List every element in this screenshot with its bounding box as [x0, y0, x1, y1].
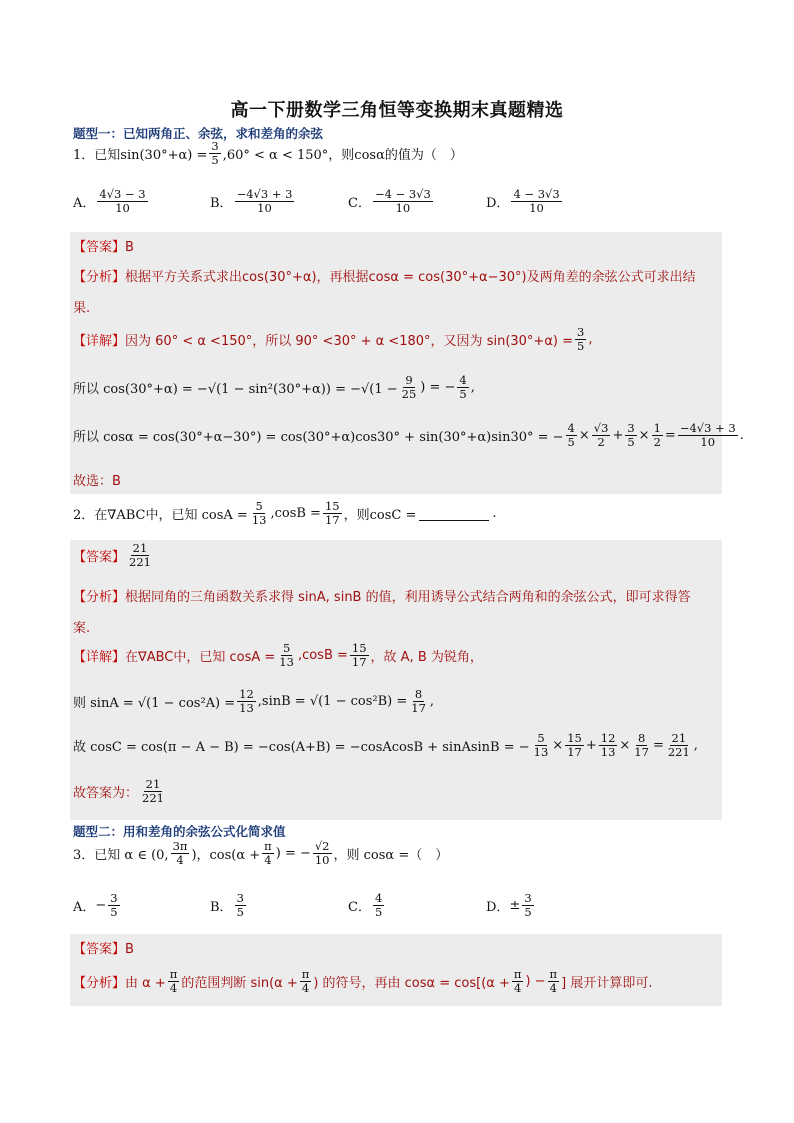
option-a: A． $\frac{4√3 - 3}{10}$	[73, 187, 146, 215]
detail-line-2: 则 sinA = √(1 − cos²A) = $\frac{12}{13}$ ,sinB = √(1 − cos²B) = $\frac{8}{17}$ ,	[73, 687, 435, 715]
option-b: B． $\frac{3}{5}$	[210, 891, 244, 919]
option-a: A． − $\frac{3}{5}$	[73, 891, 118, 919]
fraction: $\frac{3}{5}$	[577, 325, 585, 353]
option-d: D． $\frac{4 - 3√3}{10}$	[486, 187, 560, 215]
fraction: $\frac{15}{17}$	[324, 499, 340, 527]
answer-line: 【答案】B	[73, 240, 134, 255]
detail-line-1: 【详解】 因为 60° < α <150°，所以 90° <30° + α <180°，又因为 sin(30°+α) = $\frac{3}{5}$ ,	[73, 325, 593, 353]
fraction: $\frac{√3}{2}$	[593, 421, 609, 449]
stem-text: ,60° < α < 150°，则cosα的值为（ ）	[222, 148, 463, 163]
answer-line: 【答案】B	[73, 942, 134, 957]
page-title: 高一下册数学三角恒等变换期末真题精选	[230, 100, 564, 121]
answer-line: 【答案】 $\frac{21}{221}$	[73, 541, 151, 569]
fraction: $\frac{4}{5}$	[459, 373, 467, 401]
fraction: $\frac{9}{25}$	[401, 373, 417, 401]
option-c: C． $\frac{4}{5}$	[348, 891, 383, 919]
fraction: $\frac{12}{13}$	[239, 687, 254, 715]
fraction: $\frac{-4√3 + 3}{10}$	[236, 187, 293, 215]
detail-line-3: 所以 cosα = cos(30°+α−30°) = cos(30°+α)cos30° + sin(30°+α)sin30° = − $\frac{4}{5}$ × $\frac{√3}{2}$ + $\frac{3}{5}$ × $\frac{1}{2}$ = $\frac{-4√3 + 3}{10}$ .	[73, 421, 744, 449]
section-heading-2: 题型二：用和差角的余弦公式化简求值	[73, 824, 286, 839]
fraction: $\frac{4}{5}$	[374, 891, 383, 919]
fraction: $\frac{\pi}{4}$	[301, 967, 310, 995]
fraction: $\frac{5}{13}$	[533, 731, 549, 759]
stem-text: 已知sin(30°+α) =	[94, 148, 208, 163]
fraction: $\frac{12}{13}$	[600, 731, 616, 759]
conclusion-2: 故答案为： $\frac{21}{221}$	[73, 777, 164, 805]
option-d: D． ± $\frac{3}{5}$	[486, 891, 532, 919]
fraction: $\frac{3}{5}$	[211, 139, 219, 167]
fraction: $\frac{5}{13}$	[251, 499, 267, 527]
question-2-stem: 2． 在∇ABC中，已知 cosA = $\frac{5}{13}$ ,cosB = $\frac{15}{17}$ ，则cosC = .	[73, 499, 497, 527]
conclusion-1: 故选：B	[73, 474, 121, 489]
analysis-line: 【分析】 由 α + $\frac{\pi}{4}$ 的范围判断 sin(α + $\frac{\pi}{4}$ ) 的符号，再由 cosα = cos[(α + $\frac{\pi}{4}$ ) − $\frac{\pi}{4}$ ] 展开计算即可.	[73, 967, 653, 995]
fraction: $\frac{-4√3 + 3}{10}$	[679, 421, 736, 449]
fraction: $\frac{8}{17}$	[634, 731, 649, 759]
fraction: $\frac{√2}{10}$	[314, 839, 330, 867]
analysis-block: 【分析】根据同角的三角函数关系求得 sinA, sinB 的值，利用诱导公式结合两角和的余弦公式，即可求得答 案.	[73, 590, 691, 636]
detail-line-2: 所以 cos(30°+α) = −√(1 − sin²(30°+α)) = −√(1 − $\frac{9}{25}$ ) = − $\frac{4}{5}$ ,	[73, 373, 475, 401]
fraction: $\frac{3}{5}$	[627, 421, 635, 449]
option-b: B． $\frac{-4√3 + 3}{10}$	[210, 187, 293, 215]
fraction: $\frac{21}{221}$	[667, 731, 690, 759]
section-heading-1: 题型一：已知两角正、余弦，求和差角的余弦	[73, 126, 324, 141]
detail-line-3: 故 cosC = cos(π − A − B) = −cos(A+B) = −cosAcosB + sinAsinB = − $\frac{5}{13}$ × $\frac{15}{17}$ + $\frac{12}{13}$ × $\frac{8}{17}$ = $\frac{21}{221}$ ,	[73, 731, 698, 759]
fraction: $\frac{\pi}{4}$	[513, 967, 522, 995]
fraction: $\frac{4√3 - 3}{10}$	[99, 187, 146, 215]
fraction: $\frac{21}{221}$	[142, 777, 164, 805]
fraction: $\frac{-4 - 3√3}{10}$	[374, 187, 431, 215]
option-c: C． $\frac{-4 - 3√3}{10}$	[348, 187, 431, 215]
fraction: $\frac{5}{13}$	[279, 641, 294, 669]
fraction: $\frac{1}{2}$	[653, 421, 661, 449]
question-1-stem	[73, 140, 463, 167]
analysis-block: 【分析】根据平方关系式求出cos(30°+α)，再根据cosα = cos(30°+α−30°)及两角差的余弦公式可求出结 果.	[73, 270, 696, 316]
question-3-stem: 3． 已知 α ∈ (0, $\frac{3\pi}{4}$ )，cos(α + $\frac{\pi}{4}$ ) = − $\frac{√2}{10}$ ，则 cosα =（ ）	[73, 839, 449, 867]
fraction: $\frac{3}{5}$	[524, 891, 532, 919]
fraction: $\frac{3}{5}$	[236, 891, 244, 919]
fraction: $\frac{4}{5}$	[567, 421, 575, 449]
fraction: $\frac{4 - 3√3}{10}$	[513, 187, 560, 215]
fraction: $\frac{3\pi}{4}$	[172, 839, 188, 867]
fraction: $\frac{15}{17}$	[567, 731, 582, 759]
detail-line-1: 【详解】 在∇ABC中，已知 cosA = $\frac{5}{13}$ ,cosB = $\frac{15}{17}$ ，故 A, B 为锐角，	[73, 641, 483, 669]
fraction: $\frac{\pi}{4}$	[264, 839, 272, 867]
question-number: 1．	[73, 148, 95, 163]
fraction: $\frac{21}{221}$	[129, 541, 151, 569]
fraction: $\frac{\pi}{4}$	[169, 967, 178, 995]
fraction: $\frac{15}{17}$	[351, 641, 367, 669]
fraction: $\frac{8}{17}$	[411, 687, 426, 715]
answer-blank	[419, 506, 489, 521]
fraction: $\frac{3}{5}$	[110, 891, 118, 919]
fraction: $\frac{\pi}{4}$	[549, 967, 558, 995]
